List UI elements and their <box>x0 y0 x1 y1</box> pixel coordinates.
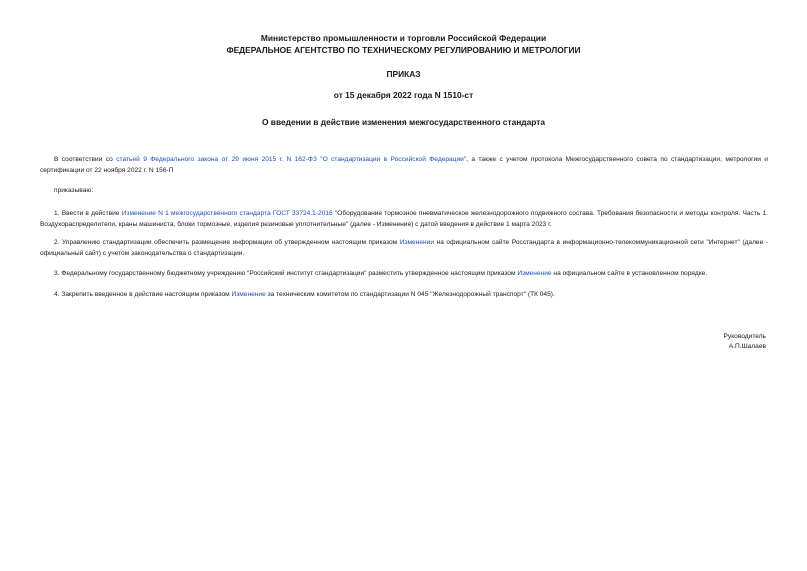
order-title: ПРИКАЗ <box>386 69 421 79</box>
item-2-text-before: 2. Управлению стандартизации обеспечить размещение информации об утвержденном настоящим приказом <box>54 239 400 246</box>
item-1-text-after: "Оборудование тормозное пневматическое железнодорожного подвижного состава. Требования безопасности и методы контроля. Часть 1. Воздухораспределители, краны машиниста, блоки тормозные, изделия резиновые уплотнительные" (далее - Изменение) с датой введения в действие 1 марта 2023 г. <box>40 210 768 228</box>
item-2-text-after: на официальном сайте Росстандарта в информационно-телекоммуникационной сети "Интернет" (далее - официальный сайт) с учетом законодательства о стандартизации. <box>40 239 768 257</box>
intro-paragraph <box>40 155 768 176</box>
item-4-text-before: 4. Закрепить введенное в действие настоящим приказом <box>54 291 232 298</box>
intro-text-before: В соответствии со <box>54 156 117 163</box>
order-subject: О введении в действие изменения межгосударственного стандарта <box>261 117 546 127</box>
standard-amendment-link[interactable]: Изменение N 1 межгосударственного стандарта ГОСТ 33724.1-2016 <box>121 210 333 217</box>
signature-title: Руководитель <box>723 333 766 340</box>
order-item-4 <box>40 290 768 301</box>
amendment-link-2[interactable]: Изменении <box>399 239 435 246</box>
amendment-link-3[interactable]: Изменение <box>517 270 552 277</box>
item-3-text-before: 3. Федеральному государственному бюджетному учреждению "Российский институт стандартизации" разместить утвержденное настоящим приказом <box>54 270 518 277</box>
amendment-link-4[interactable]: Изменение <box>231 291 266 298</box>
intro-text-after: , а также с учетом протокола Межгосударственного совета по стандартизации, метрологии и сертификации от 22 ноября 2022 г. N 156-П <box>40 156 768 174</box>
item-1-text-before: 1. Ввести в действие <box>54 210 122 217</box>
order-item-3 <box>40 269 768 280</box>
order-word: приказываю: <box>54 187 94 194</box>
agency-name: ФЕДЕРАЛЬНОЕ АГЕНТСТВО ПО ТЕХНИЧЕСКОМУ РЕГУЛИРОВАНИЮ И МЕТРОЛОГИИ <box>226 45 581 55</box>
law-link[interactable]: статьей 9 Федерального закона от 29 июня 2015 г. N 162-ФЗ "О стандартизации в Российской Федерации" <box>116 156 467 163</box>
item-3-text-after: на официальном сайте в установленном порядке. <box>551 270 708 277</box>
order-item-2 <box>40 238 768 259</box>
item-4-text-after: за техническим комитетом по стандартизации N 045 "Железнодорожный транспорт" (ТК 045). <box>265 291 555 298</box>
order-date: от 15 декабря 2022 года N 1510-ст <box>333 90 474 100</box>
signature-name: А.П.Шалаев <box>728 343 766 350</box>
ministry-name: Министерство промышленности и торговли Российской Федерации <box>260 33 547 43</box>
order-item-1 <box>40 209 768 230</box>
